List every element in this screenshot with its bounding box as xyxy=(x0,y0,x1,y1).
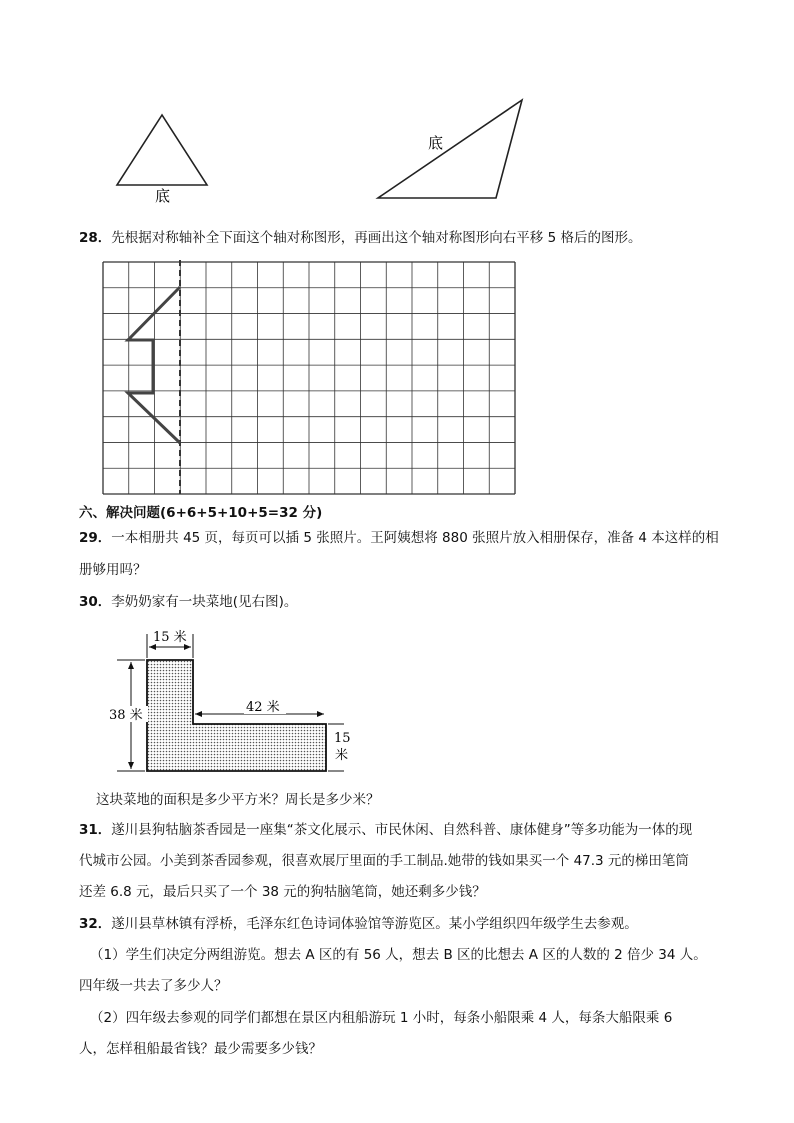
fig-mid-label: 42 米 xyxy=(246,700,280,715)
q31-number: 31． xyxy=(79,822,112,838)
q31-line2: 代城市公园。小美到茶香园参观，很喜欢展厅里面的手工制品.她带的钱如果买一个 47.3 元的梯田笔筒 xyxy=(79,853,689,869)
q32-part2-line2: 人，怎样租船最省钱？最少需要多少钱？ xyxy=(79,1041,322,1057)
q28-number: 28． xyxy=(79,230,112,246)
q29-line2: 册够用吗？ xyxy=(79,562,147,578)
fig-right-label-2: 米 xyxy=(335,748,349,763)
right-triangle-base-label: 底 xyxy=(428,134,444,152)
fig-right-label-1: 15 xyxy=(334,731,351,746)
fig-top-label: 15 米 xyxy=(153,630,187,645)
q28-text: 先根据对称轴补全下面这个轴对称图形，再画出这个轴对称图形向右平移 5 格后的图形。 xyxy=(111,230,642,246)
q30-number: 30． xyxy=(79,594,112,610)
q30-question: 这块菜地的面积是多少平方米？周长是多少米？ xyxy=(96,792,380,808)
left-triangle-base-label: 底 xyxy=(155,187,171,205)
q29-text-line1: 一本相册共 45 页，每页可以插 5 张照片。王阿姨想将 880 张照片放入相册保存，准备 4 本这样的相 xyxy=(111,530,719,546)
q31-line1 xyxy=(79,820,692,840)
garden-shape xyxy=(147,660,326,771)
q31-line3: 还差 6.8 元，最后只买了一个 38 元的狗牯脑笔筒，她还剩多少钱？ xyxy=(79,884,486,900)
q32-number: 32． xyxy=(79,916,112,932)
q30-text: 李奶奶家有一块菜地(见右图)。 xyxy=(111,594,298,610)
q29-number: 29． xyxy=(79,530,112,546)
q32-part1-line2: 四年级一共去了多少人？ xyxy=(79,978,228,994)
q31-text-line1: 遂川县狗牯脑茶香园是一座集“茶文化展示、市民休闲、自然科普、康体健身”等多功能为一体的现 xyxy=(111,822,693,838)
q32-text-line1: 遂川县草林镇有浮桥，毛泽东红色诗词体验馆等游览区。某小学组织四年级学生去参观。 xyxy=(111,916,638,932)
q32-part2-line1: （2）四年级去参观的同学们都想在景区内租船游玩 1 小时，每条小船限乘 4 人，每条大船限乘 6 xyxy=(90,1010,673,1026)
fig-left-label: 38 米 xyxy=(109,708,143,723)
section6-title: 六、解决问题(6+6+5+10+5=32 分) xyxy=(79,505,323,521)
q32-part1-line1: （1）学生们决定分两组游览。想去 A 区的有 56 人，想去 B 区的比想去 A 区的人数的 2 倍少 34 人。 xyxy=(90,947,707,963)
q32-line1 xyxy=(79,914,638,934)
